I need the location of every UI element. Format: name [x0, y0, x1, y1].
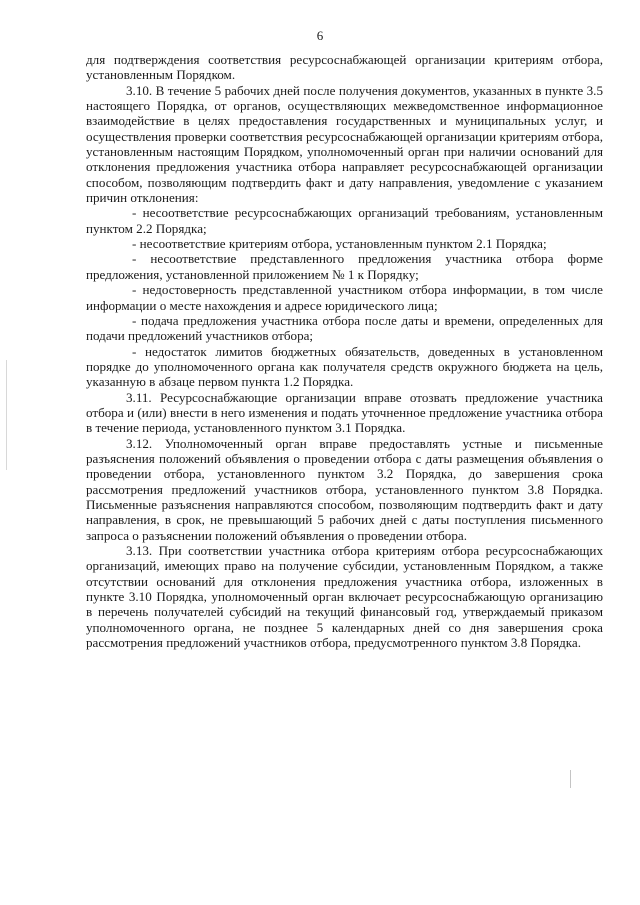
rejection-reason-late-submission: - подача предложения участника отбора после даты и времени, определенных для подачи предложений участников отбора; [86, 312, 603, 344]
document-body [86, 52, 603, 650]
scan-speck [570, 770, 571, 788]
paragraph-3-12: 3.12. Уполномоченный орган вправе предоставлять устные и письменные разъяснения положений объявления о проведении отбора с даты размещения объявления о проведении отбора, установленного пунктом 3.2 Порядка, до завершения срока рассмотрения предложений участников отбора, установленного пунктом 3.8 Порядка. Письменные разъяснения направляются способом, позволяющим подтвердить факт и дату направления, в срок, не превышающий 5 рабочих дней с даты поступления письменного запроса о разъяснении положений объявления о проведении отбора. [86, 435, 603, 543]
paragraph-3-13: 3.13. При соответствии участника отбора критериям отбора ресурсоснабжающих организаций, имеющих право на получение субсидии, установленным Порядком, а также отсутствии оснований для отклонения предложения участника отбора, изложенных в пункте 3.10 Порядка, уполномоченный орган включает ресурсоснабжающую организацию в перечень получателей субсидий на текущий финансовый год, утверждаемый приказом уполномоченного органа, не позднее 5 календарных дней со дня завершения срока рассмотрения предложений участников отбора, предусмотренного пунктом 3.8 Порядка. [86, 543, 603, 651]
rejection-reason-requirements: - несоответствие ресурсоснабжающих организаций требованиям, установленным пунктом 2.2 Порядка; [86, 205, 603, 236]
page-number: 6 [316, 28, 324, 43]
paragraph-continuation: для подтверждения соответствия ресурсоснабжающей организации критериям отбора, установленным Порядком. [86, 52, 603, 83]
paragraph-3-10: 3.10. В течение 5 рабочих дней после получения документов, указанных в пункте 3.5 настоящего Порядка, от органов, осуществляющих межведомственное информационное взаимодействие в целях предоставления государственных и муниципальных услуг, и осуществления проверки соответствия ресурсоснабжающей организации критериям отбора, установленным настоящим Порядком, уполномоченный орган при наличии оснований для отклонения предложения участника отбора направляет ресурсоснабжающей организации способом, позволяющим подтвердить факт и дату направления, уведомление с указанием причин отклонения: [86, 82, 603, 206]
scan-edge-mark [6, 360, 7, 470]
rejection-reason-budget-limits: - недостаток лимитов бюджетных обязательств, доведенных в установленном порядке до уполномоченного органа как получателя средств окружного бюджета на цель, указанную в абзаце первом пункта 1.2 Порядка. [86, 343, 603, 390]
rejection-reason-form: - несоответствие представленного предложения участника отбора форме предложения, установленной приложением № 1 к Порядку; [86, 251, 603, 282]
rejection-reason-unreliable-info: - недостоверность представленной участником отбора информации, в том числе информации о месте нахождения и адресе юридического лица; [86, 282, 603, 313]
rejection-reason-criteria: - несоответствие критериям отбора, установленным пунктом 2.1 Порядка; [132, 236, 547, 252]
paragraph-3-11: 3.11. Ресурсоснабжающие организации вправе отозвать предложение участника отбора и (или) внести в него изменения и подать уточненное предложение участника отбора в течение периода, установленного пунктом 3.1 Порядка. [86, 389, 603, 436]
